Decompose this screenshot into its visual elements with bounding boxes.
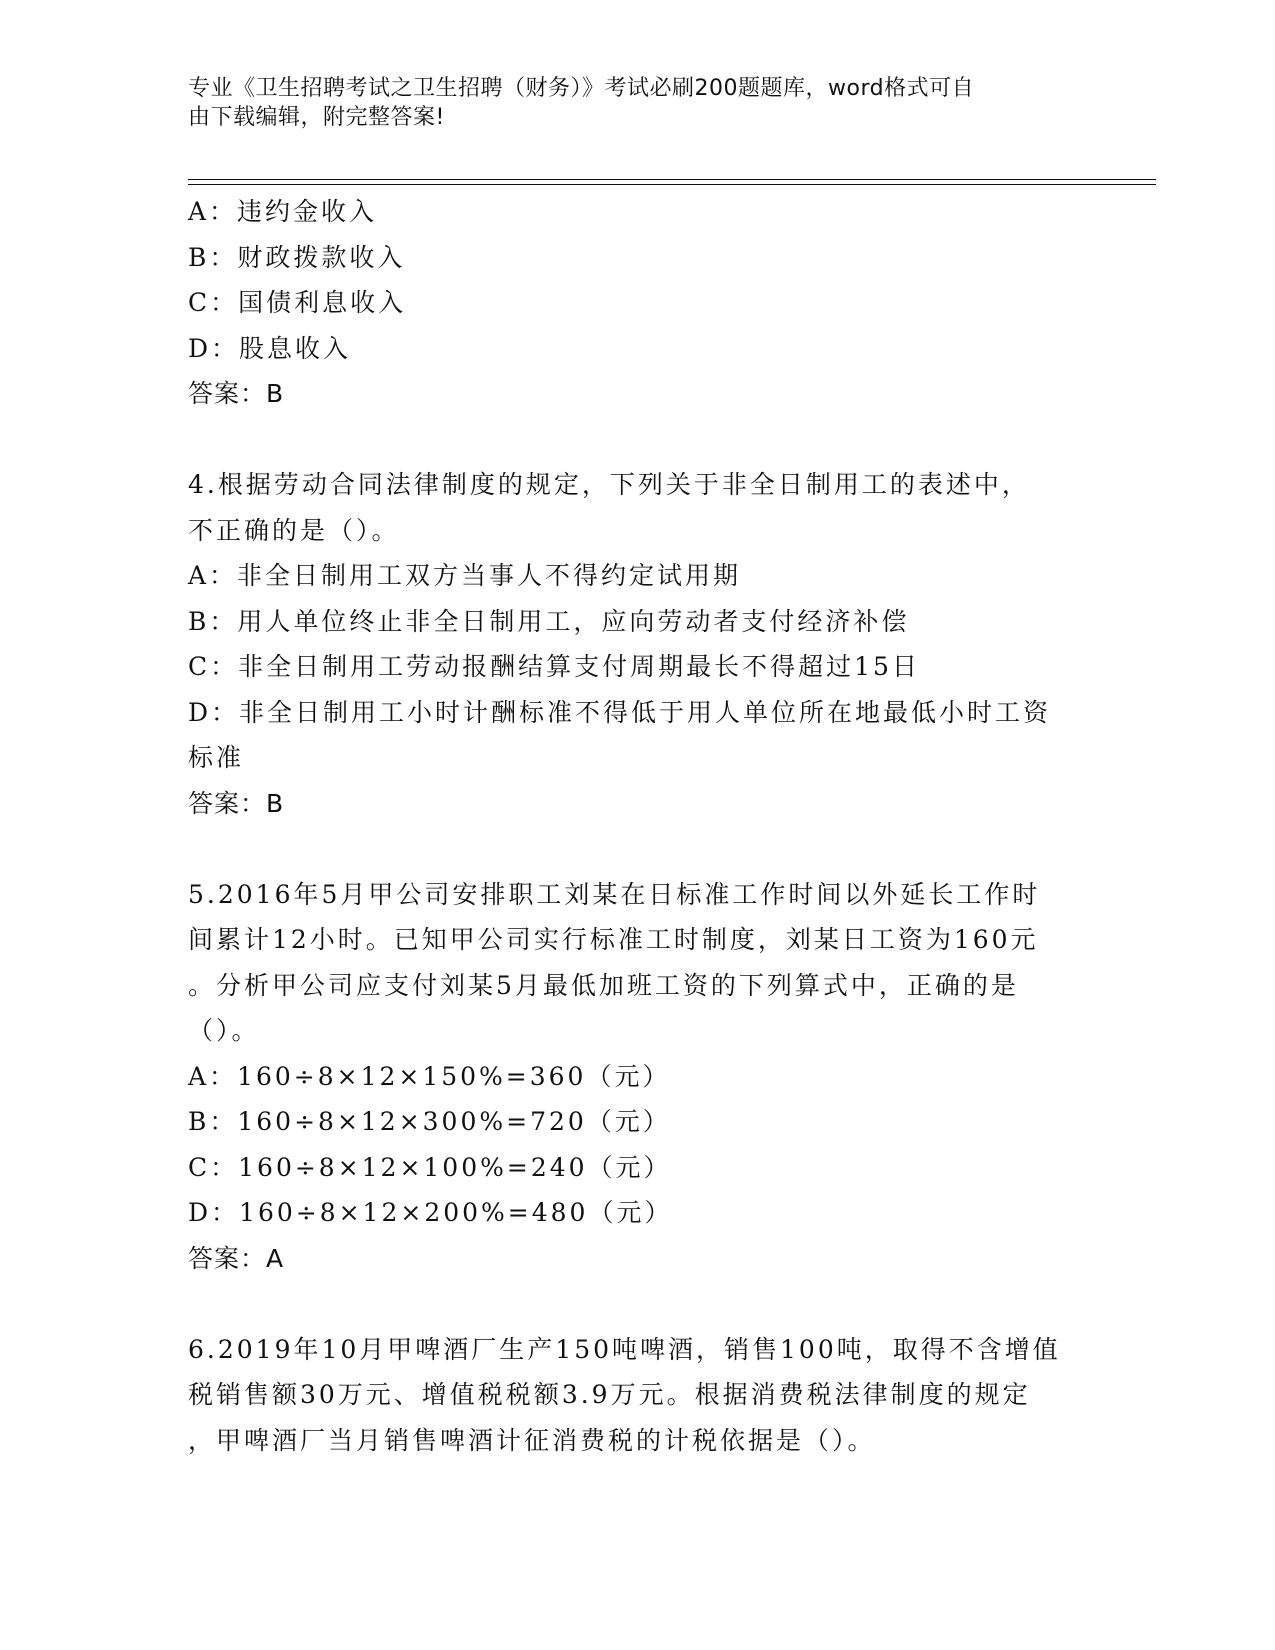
question-6-stem-line-3: ，甲啤酒厂当月销售啤酒计征消费税的计税依据是（）。 <box>188 1425 876 1455</box>
question-5-option-a: A：160÷8×12×150%=360（元） <box>188 1061 671 1091</box>
question-5-option-c: C：160÷8×12×100%=240（元） <box>188 1152 672 1182</box>
question-6-stem-line-1: 6.2019年10月甲啤酒厂生产150吨啤酒，销售100吨，取得不含增值 <box>188 1334 1061 1364</box>
question-3 <box>188 189 1088 417</box>
question-5-stem-line-1: 5.2016年5月甲公司安排职工刘某在日标准工作时间以外延长工作时 <box>188 879 1041 909</box>
question-4 <box>188 462 1088 826</box>
question-4-option-c: C：非全日制用工劳动报酬结算支付周期最长不得超过15日 <box>188 652 920 681</box>
question-5-stem-line-2: 间累计12小时。已知甲公司实行标准工时制度，刘某日工资为160元 <box>188 925 1039 954</box>
question-5-option-d: D：160÷8×12×200%=480（元） <box>188 1198 673 1227</box>
page-header <box>188 74 1068 132</box>
question-4-option-d-line-2: 标准 <box>188 743 245 772</box>
question-4-option-a: A：非全日制用工双方当事人不得约定试用期 <box>188 561 742 590</box>
spacer <box>188 826 1088 872</box>
question-4-stem-line-1: 4.根据劳动合同法律制度的规定，下列关于非全日制用工的表述中， <box>188 470 1030 499</box>
question-4-option-d-line-1: D：非全日制用工小时计酬标准不得低于用人单位所在地最低小时工资 <box>188 697 1052 727</box>
question-4-answer: 答案：B <box>188 788 285 818</box>
question-3-option-b: B：财政拨款收入 <box>188 242 406 272</box>
header-title-line-1: 专业《卫生招聘考试之卫生招聘（财务）》考试必刷200题题库，word格式可自 <box>188 76 975 101</box>
question-4-option-b: B：用人单位终止非全日制用工，应向劳动者支付经济补偿 <box>188 606 910 636</box>
question-3-answer: 答案：B <box>188 379 285 408</box>
spacer <box>188 417 1088 463</box>
question-5 <box>188 872 1088 1282</box>
question-6-stem-line-2: 税销售额30万元、增值税税额3.9万元。根据消费税法律制度的规定 <box>188 1380 1031 1409</box>
spacer <box>188 1281 1088 1327</box>
question-3-option-c: C：国债利息收入 <box>188 288 407 317</box>
question-3-option-a: A：违约金收入 <box>188 197 378 226</box>
header-divider <box>188 179 1156 185</box>
question-3-option-d: D：股息收入 <box>188 333 352 363</box>
question-5-answer: 答案：A <box>188 1243 285 1273</box>
question-5-option-b: B：160÷8×12×300%=720（元） <box>188 1107 671 1136</box>
header-title-line-2: 由下载编辑，附完整答案! <box>188 105 445 130</box>
question-5-stem-line-4: （）。 <box>188 1016 260 1045</box>
document-body <box>188 189 1088 1463</box>
question-5-stem-line-3: 。分析甲公司应支付刘某5月最低加班工资的下列算式中，正确的是 <box>188 970 1019 1000</box>
question-6 <box>188 1327 1088 1464</box>
question-4-stem-line-2: 不正确的是（）。 <box>188 515 400 545</box>
